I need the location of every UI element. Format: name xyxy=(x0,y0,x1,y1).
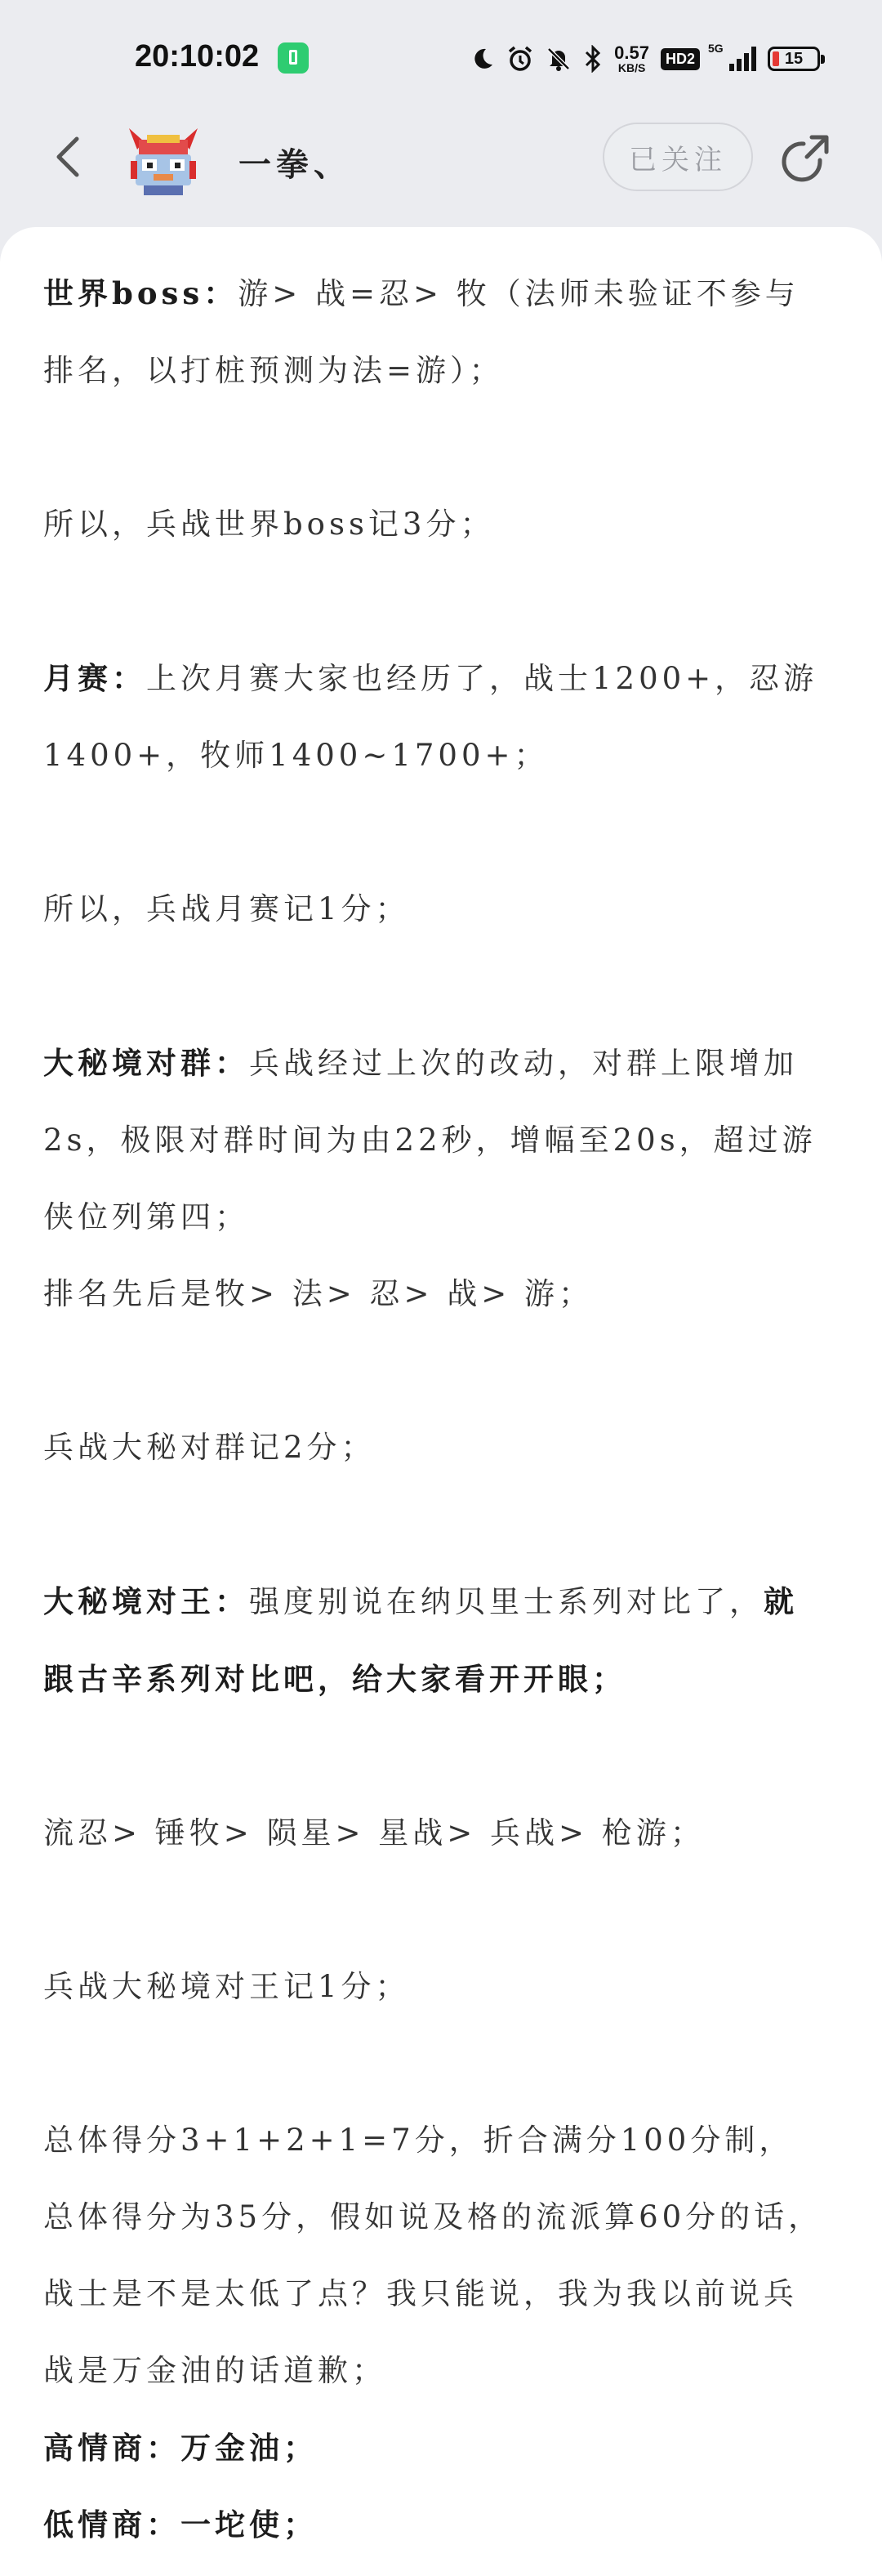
paragraph-summary: 总体得分3+1+2+1=7分，折合满分100分制，总体得分为35分，假如说及格的流派算60分的话，战士是不是太低了点？我只能说，我为我以前说兵战是万金油的话道歉； xyxy=(43,2123,823,2388)
status-time: 20:10:02 xyxy=(135,39,260,74)
share-icon xyxy=(779,132,831,185)
post-header xyxy=(0,114,882,221)
mute-bell-icon xyxy=(546,46,572,72)
paragraph-world-boss: 世界boss：游> 战=忍> 牧（法师未验证不参与排名，以打桩预测为法=游）； xyxy=(43,275,800,388)
battery-icon xyxy=(768,47,820,71)
paragraph-world-boss-score: 所以，兵战世界boss记3分； xyxy=(43,507,495,542)
network-speed: 0.57 KB/S xyxy=(614,42,649,74)
bluetooth-icon xyxy=(583,45,603,73)
post-content-card xyxy=(0,227,882,2576)
paragraph-dungeon-aoe-score: 兵战大秘对群记2分； xyxy=(43,1430,376,1465)
paragraph-monthly-score: 所以，兵战月赛记1分； xyxy=(43,891,410,926)
avatar[interactable] xyxy=(124,125,203,199)
status-icons xyxy=(470,36,820,82)
back-button[interactable] xyxy=(42,132,91,181)
share-button[interactable] xyxy=(777,131,833,186)
paragraph-low-eq: 低情商：一坨使； xyxy=(43,2507,318,2543)
moon-icon xyxy=(470,47,495,71)
paragraph-dungeon-boss: 大秘境对王：强度别说在纳贝里士系列对比了，就跟古辛系列对比吧，给大家看开开眼； xyxy=(43,1583,798,1697)
pixel-avatar-icon xyxy=(124,125,203,199)
status-bar xyxy=(0,0,882,114)
paragraph-dungeon-boss-score: 兵战大秘境对王记1分； xyxy=(43,1969,410,2004)
paragraph-dungeon-boss-ranking: 流忍> 锤牧> 陨星> 星战> 兵战> 枪游； xyxy=(43,1815,705,1851)
signal-icon: 5G xyxy=(711,47,756,71)
hd-voice-badge: HD2 xyxy=(661,48,700,70)
paragraph-dungeon-aoe-ranking: 排名先后是牧> 法> 忍> 战> 游； xyxy=(43,1276,594,1311)
notification-app-icon xyxy=(278,42,309,74)
paragraph-monthly: 月赛：上次月赛大家也经历了，战士1200+，忍游1400+，牧师1400~1700+； xyxy=(43,660,818,773)
follow-button[interactable]: 已关注 xyxy=(603,123,753,191)
username[interactable]: 一拳、 xyxy=(238,145,351,184)
post-body xyxy=(43,255,827,2563)
chevron-left-icon xyxy=(51,134,83,180)
battery-level: 15 xyxy=(784,49,804,68)
paragraph-dungeon-aoe: 大秘境对群：兵战经过上次的改动，对群上限增加2s，极限对群时间为由22秒，增幅至20s，超过游侠位列第四； xyxy=(43,1045,817,1234)
alarm-icon xyxy=(506,45,534,73)
paragraph-high-eq: 高情商：万金油； xyxy=(43,2430,318,2466)
